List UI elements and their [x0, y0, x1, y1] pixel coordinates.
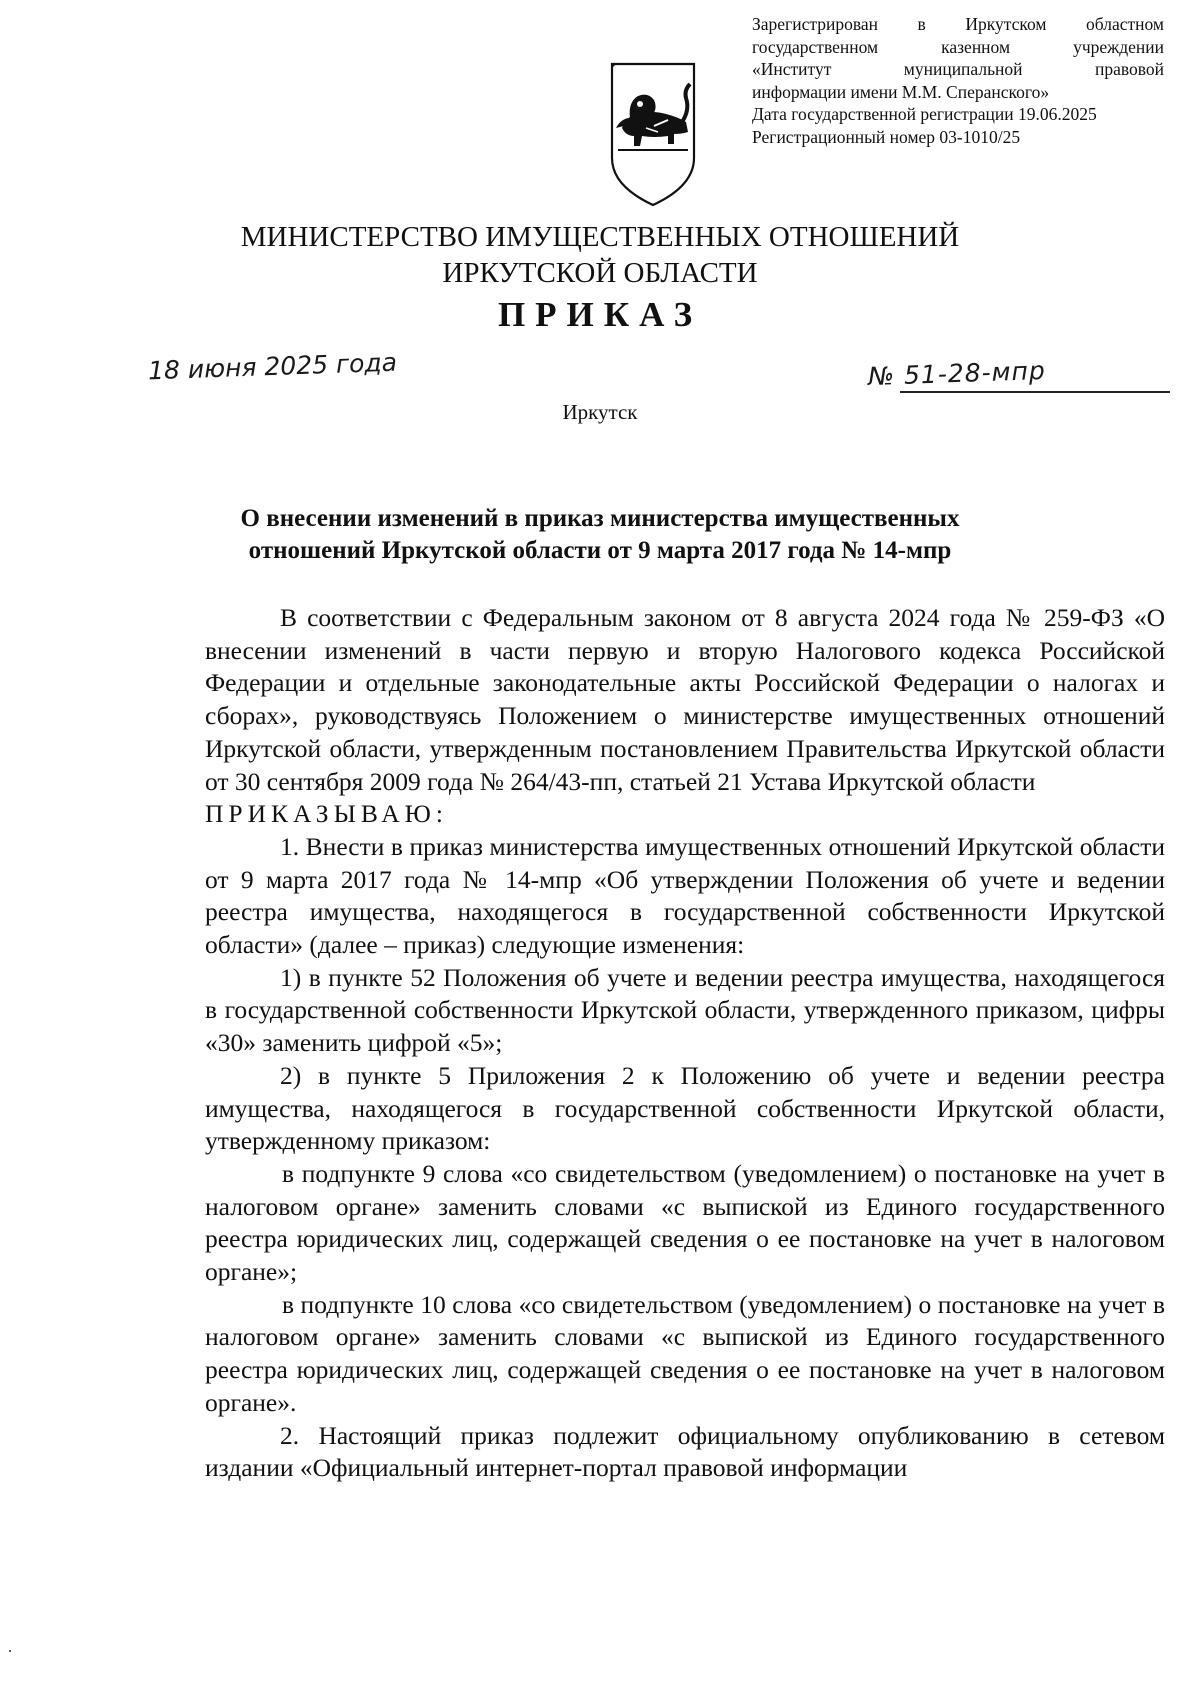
handwritten-date: 18 июня 2025 года [147, 347, 398, 386]
prikazyvayu-line [205, 798, 1165, 831]
document-type: ПРИКАЗ [497, 295, 703, 334]
registration-line: государственном казенном учреждении [752, 36, 1164, 57]
coat-of-arms-icon [608, 62, 698, 207]
subitem-1-paragraph: 1) в пункте 52 Положения об учете и ведении реестра имущества, находящегося в государственной собственности Иркутской области, утвержденного приказом, цифры «30» заменить цифрой «5»; [205, 962, 1165, 1058]
ministry-name [0, 219, 1200, 291]
document-title [200, 503, 1000, 567]
registration-number: Регистрационный номер 03-1010/25 [752, 126, 1021, 147]
scan-speck [9, 1650, 11, 1652]
registration-date: Дата государственной регистрации 19.06.2025 [752, 104, 1097, 124]
document-body [205, 602, 1165, 1485]
document-title-line: О внесении изменений в приказ министерства имущественных [240, 505, 960, 532]
subitem-2a-paragraph: в подпункте 9 слова «со свидетельством (уведомлением) о постановке на учет в налоговом органе» заменить словами «с выпиской из Единого государственного реестра юридических лиц, содержащей сведения о ее постановке на учет в налоговом органе»; [205, 1158, 1165, 1287]
ministry-name-line: ИРКУТСКОЙ ОБЛАСТИ [442, 257, 758, 289]
city: Иркутск [562, 400, 638, 424]
handwritten-number: № 51-28-мпр [867, 355, 1047, 392]
prikazyvayu-word: ПРИКАЗЫВАЮ: [205, 799, 448, 829]
item-1-paragraph: 1. Внести в приказ министерства имущественных отношений Иркутской области от 9 марта 2017 года № 14-мпр «Об утверждении Положения об учете и ведении реестра имущества, находящегося в государственной собственности Иркутской области» (далее – приказ) следующие изменения: [205, 831, 1165, 960]
document-title-line: отношений Иркутской области от 9 марта 2017 года № 14-мпр [248, 537, 952, 564]
registration-line: Зарегистрирован в Иркутском областном [752, 14, 1164, 34]
subitem-2b-paragraph: в подпункте 10 слова «со свидетельством (уведомлением) о постановке на учет в налоговом органе» заменить словами «с выпиской из Единого государственного реестра юридических лиц, содержащей сведения о ее постановке на учет в налоговом органе». [205, 1289, 1165, 1417]
registration-line: «Институт муниципальной правовой [752, 59, 1164, 79]
registration-stamp [752, 13, 1164, 148]
preamble-paragraph: В соответствии с Федеральным законом от 8 августа 2024 года № 259-ФЗ «О внесении изменений в части первую и вторую Налогового кодекса Российской Федерации и отдельные законодательные акты Российской Федерации о налогах и сборах», руководствуясь Положением о министерстве имущественных отношений Иркутской области, утвержденным постановлением Правительства Иркутской области от 30 сентября 2009 года № 264/43-пп, статьей 21 Устава Иркутской области [205, 603, 1165, 796]
ministry-name-line: МИНИСТЕРСТВО ИМУЩЕСТВЕННЫХ ОТНОШЕНИЙ [240, 221, 960, 253]
number-underline [900, 391, 1170, 393]
registration-line: информации имени М.М. Сперанского» [752, 81, 1050, 102]
item-2-paragraph: 2. Настоящий приказ подлежит официальному опубликованию в сетевом издании «Официальный интернет-портал правовой информации [205, 1420, 1165, 1483]
subitem-2-paragraph: 2) в пункте 5 Приложения 2 к Положению об учете и ведении реестра имущества, находящегося в государственной собственности Иркутской области, утвержденному приказом: [205, 1060, 1165, 1156]
